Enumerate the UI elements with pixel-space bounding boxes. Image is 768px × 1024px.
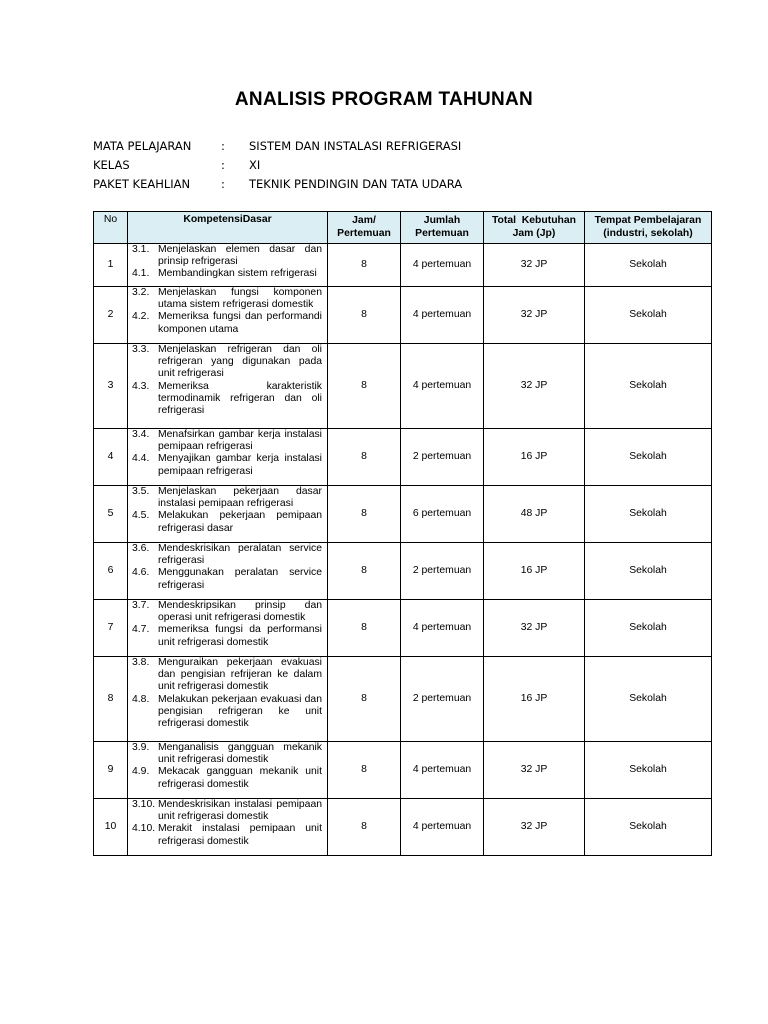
kompetensi-number: 4.10. (132, 823, 156, 835)
kompetensi-item (132, 600, 322, 624)
cell-kompetensi (128, 287, 328, 344)
cell-jumlah: 4 pertemuan (401, 244, 484, 287)
cell-tempat: Sekolah (585, 344, 712, 429)
kompetensi-number: 3.9. (132, 742, 150, 753)
table-row (94, 287, 712, 344)
cell-total: 32 JP (484, 287, 585, 344)
header-tempat-line2: (industri, sekolah) (603, 227, 693, 239)
kompetensi-number: 3.10. (132, 799, 156, 810)
cell-kompetensi (128, 799, 328, 856)
cell-jumlah: 6 pertemuan (401, 486, 484, 543)
kompetensi-text: Menganalisis gangguan mekanik unit refrigerasi domestik (158, 742, 322, 766)
cell-tempat: Sekolah (585, 486, 712, 543)
header-tempat-line1: Tempat Pembelajaran (594, 215, 702, 226)
cell-total: 32 JP (484, 344, 585, 429)
kompetensi-text: Memeriksa karakteristik termodinamik refrigeran dan oli refrigerasi (158, 380, 322, 417)
table-row (94, 600, 712, 657)
header-jam-line1: Jam/ (352, 215, 376, 226)
cell-total: 16 JP (484, 543, 585, 600)
meta-value: TEKNIK PENDINGIN DAN TATA UDARA (249, 177, 463, 191)
kompetensi-item (132, 453, 322, 477)
kompetensi-number: 4.8. (132, 693, 150, 705)
cell-jam: 8 (328, 344, 401, 429)
header-jumlah-line1: Jumlah (423, 215, 461, 226)
page-title: ANALISIS PROGRAM TAHUNAN (234, 89, 534, 110)
table-row (94, 344, 712, 429)
kompetensi-item (132, 287, 322, 311)
kompetensi-text: Menggunakan peralatan service refrigerasi (158, 567, 322, 591)
kompetensi-item (132, 268, 322, 280)
table-header-row (94, 212, 712, 244)
cell-no: 3 (94, 344, 128, 429)
cell-jam: 8 (328, 287, 401, 344)
program-table (93, 211, 712, 856)
kompetensi-item (132, 624, 322, 648)
cell-total: 32 JP (484, 799, 585, 856)
table-row (94, 244, 712, 287)
kompetensi-text: Menyajikan gambar kerja instalasi pemipaan refrigerasi (158, 453, 322, 477)
header-no: No (94, 212, 128, 244)
kompetensi-number: 4.9. (132, 766, 150, 778)
header-total-line2: Jam (Jp) (512, 227, 556, 239)
kompetensi-number: 4.6. (132, 567, 150, 579)
kompetensi-text: Membandingkan sistem refrigerasi (158, 268, 317, 280)
kompetensi-text: Merakit instalasi pemipaan unit refrigerasi domestik (158, 823, 322, 847)
cell-tempat: Sekolah (585, 600, 712, 657)
kompetensi-item (132, 567, 322, 591)
meta-label: MATA PELAJARAN (93, 139, 192, 153)
kompetensi-text: Mendeskrisikan instalasi pemipaan unit refrigerasi domestik (158, 799, 322, 823)
cell-kompetensi (128, 742, 328, 799)
cell-kompetensi (128, 344, 328, 429)
meta-value: XI (249, 158, 261, 172)
kompetensi-item (132, 766, 322, 790)
kompetensi-item (132, 543, 322, 567)
cell-no: 4 (94, 429, 128, 486)
cell-no: 9 (94, 742, 128, 799)
cell-jam: 8 (328, 799, 401, 856)
kompetensi-text: Melakukan pekerjaan evakuasi dan pengisian refrigeran ke unit refrigerasi domestik (158, 693, 322, 730)
cell-jumlah: 4 pertemuan (401, 287, 484, 344)
header-jumlah-line2: Pertemuan (415, 227, 469, 239)
cell-total: 32 JP (484, 244, 585, 287)
cell-jumlah: 4 pertemuan (401, 742, 484, 799)
kompetensi-number: 3.8. (132, 657, 150, 668)
cell-tempat: Sekolah (585, 742, 712, 799)
cell-jam: 8 (328, 543, 401, 600)
meta-colon: : (221, 177, 225, 191)
kompetensi-item (132, 486, 322, 510)
cell-tempat: Sekolah (585, 799, 712, 856)
cell-no: 2 (94, 287, 128, 344)
table-row (94, 657, 712, 742)
cell-jam: 8 (328, 600, 401, 657)
kompetensi-text: Menjelaskan fungsi komponen utama sistem refrigerasi domestik (158, 287, 322, 311)
cell-kompetensi (128, 543, 328, 600)
cell-no: 5 (94, 486, 128, 543)
cell-total: 16 JP (484, 429, 585, 486)
kompetensi-text: Melakukan pekerjaan pemipaan refrigerasi dasar (158, 510, 322, 534)
cell-no: 6 (94, 543, 128, 600)
kompetensi-text: Mendeskripsikan prinsip dan operasi unit refrigerasi domestik (158, 600, 322, 624)
kompetensi-item (132, 694, 322, 731)
kompetensi-item (132, 381, 322, 418)
header-jumlah (401, 212, 484, 244)
kompetensi-text: Menjelaskan pekerjaan dasar instalasi pemipaan refrigerasi (158, 486, 322, 510)
cell-kompetensi (128, 244, 328, 287)
kompetensi-text: Menafsirkan gambar kerja instalasi pemipaan refrigerasi (158, 429, 322, 453)
kompetensi-number: 3.1. (132, 244, 150, 255)
kompetensi-number: 4.7. (132, 624, 150, 636)
cell-tempat: Sekolah (585, 543, 712, 600)
header-total (484, 212, 585, 244)
header-kompetensi: KompetensiDasar (128, 212, 328, 244)
cell-total: 48 JP (484, 486, 585, 543)
kompetensi-item (132, 311, 322, 335)
kompetensi-text: Menjelaskan elemen dasar dan prinsip refrigerasi (158, 244, 322, 268)
cell-no: 7 (94, 600, 128, 657)
kompetensi-number: 4.1. (132, 268, 150, 280)
kompetensi-number: 3.7. (132, 600, 150, 611)
kompetensi-number: 3.2. (132, 287, 150, 298)
table-row (94, 486, 712, 543)
cell-kompetensi (128, 600, 328, 657)
cell-jam: 8 (328, 742, 401, 799)
cell-jam: 8 (328, 244, 401, 287)
kompetensi-item (132, 799, 322, 823)
cell-jumlah: 4 pertemuan (401, 600, 484, 657)
kompetensi-item (132, 823, 322, 847)
cell-total: 32 JP (484, 742, 585, 799)
kompetensi-number: 4.5. (132, 510, 150, 522)
table-body (94, 244, 712, 856)
meta-label: KELAS (93, 158, 130, 172)
kompetensi-item (132, 657, 322, 694)
kompetensi-item (132, 742, 322, 766)
cell-tempat: Sekolah (585, 429, 712, 486)
kompetensi-number: 4.2. (132, 311, 150, 323)
kompetensi-text: Memeriksa fungsi dan performandi komponen utama (158, 311, 322, 335)
table-row (94, 799, 712, 856)
cell-total: 16 JP (484, 657, 585, 742)
cell-jumlah: 2 pertemuan (401, 543, 484, 600)
kompetensi-item (132, 344, 322, 381)
meta-label: PAKET KEAHLIAN (93, 177, 191, 191)
kompetensi-item (132, 429, 322, 453)
cell-kompetensi (128, 429, 328, 486)
meta-colon: : (221, 139, 225, 153)
kompetensi-text: Mekacak gangguan mekanik unit refrigerasi domestik (158, 766, 322, 790)
kompetensi-number: 4.3. (132, 380, 150, 392)
cell-jam: 8 (328, 657, 401, 742)
kompetensi-item (132, 244, 322, 268)
kompetensi-number: 3.4. (132, 429, 150, 440)
kompetensi-number: 4.4. (132, 453, 150, 465)
meta-colon: : (221, 158, 225, 172)
header-total-line1: Total Kebutuhan (491, 215, 577, 226)
meta-value: SISTEM DAN INSTALASI REFRIGERASI (249, 139, 462, 153)
header-jam-line2: Pertemuan (337, 227, 391, 239)
table-row (94, 429, 712, 486)
kompetensi-number: 3.6. (132, 543, 150, 554)
cell-total: 32 JP (484, 600, 585, 657)
cell-jam: 8 (328, 429, 401, 486)
cell-no: 10 (94, 799, 128, 856)
cell-no: 1 (94, 244, 128, 287)
cell-kompetensi (128, 486, 328, 543)
kompetensi-number: 3.3. (132, 344, 150, 355)
kompetensi-text: memeriksa fungsi da performansi unit refrigerasi domestik (158, 624, 322, 648)
cell-kompetensi (128, 657, 328, 742)
kompetensi-text: Menguraikan pekerjaan evakuasi dan pengisian refrijeran ke dalam unit refrigerasi domestik (158, 657, 322, 693)
cell-jumlah: 2 pertemuan (401, 429, 484, 486)
cell-jumlah: 2 pertemuan (401, 657, 484, 742)
table-row (94, 742, 712, 799)
cell-tempat: Sekolah (585, 657, 712, 742)
cell-jumlah: 4 pertemuan (401, 344, 484, 429)
cell-tempat: Sekolah (585, 287, 712, 344)
cell-no: 8 (94, 657, 128, 742)
kompetensi-number: 3.5. (132, 486, 150, 497)
kompetensi-text: Menjelaskan refrigeran dan oli refrigeran yang digunakan pada unit refrigerasi (158, 344, 322, 380)
kompetensi-text: Mendeskrisikan peralatan service refrigerasi (158, 543, 322, 567)
header-tempat (585, 212, 712, 244)
cell-jam: 8 (328, 486, 401, 543)
table-row (94, 543, 712, 600)
header-jam (328, 212, 401, 244)
cell-tempat: Sekolah (585, 244, 712, 287)
kompetensi-item (132, 510, 322, 534)
cell-jumlah: 4 pertemuan (401, 799, 484, 856)
